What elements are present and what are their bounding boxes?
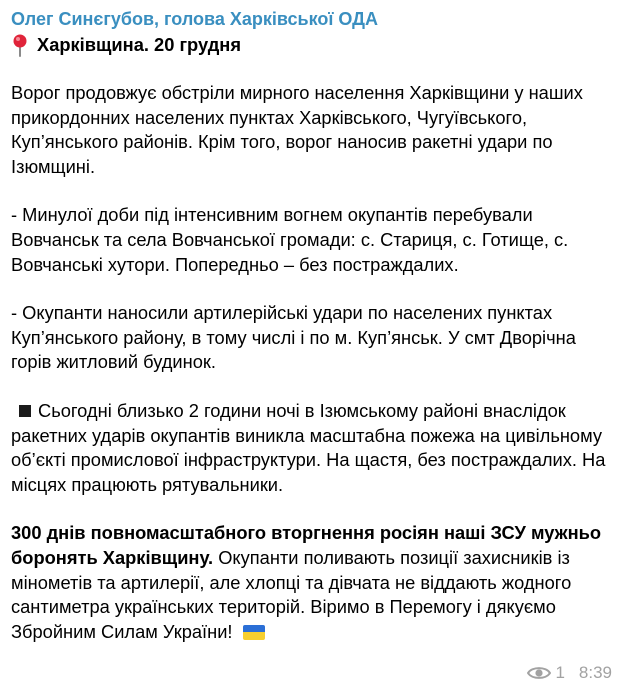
paragraph-4-text: Сьогодні близько 2 години ночі в Ізюмському районі внаслідок ракетних ударів окупантів виникла масштабна пожежа на цивільному об’єкті промислової інфраструктури. На щастя, без постраждалих. На місцях працюють рятувальники. [11, 399, 606, 495]
paragraph-4 [11, 399, 612, 497]
ukraine-flag-icon [243, 625, 265, 640]
paragraph-2: - Минулої доби під інтенсивним вогнем окупантів перебували Вовчанськ та села Вовчанської громади: с. Стариця, с. Готище, с. Вовчанські хутори. Попередньо – без постраждалих. [11, 204, 569, 275]
black-square-icon [19, 405, 31, 417]
pushpin-icon [11, 33, 31, 57]
sender-name[interactable]: Олег Синєгубов, голова Харківської ОДА [11, 9, 379, 29]
message-heading [11, 32, 612, 57]
final-bold-text: 300 днів повномасштабного вторгнення росіян наші ЗСУ мужньо боронять Харківщину. [11, 522, 602, 568]
view-count: 1 [555, 663, 565, 682]
paragraph-1: Ворог продовжує обстріли мирного населення Харківщини у наших прикордонних населених пунктах Харківського, Чугуївського, Куп’янського районів. Крім того, ворог наносив ракетні удари по Ізюмщині. [11, 82, 583, 177]
paragraph-3: - Окупанти наносили артилерійські удари по населених пунктах Куп’янського району, в тому числі і по м. Куп’янськ. У смт Дворічна горів житловий будинок. [11, 302, 576, 373]
paragraph-final [11, 521, 612, 644]
eye-icon [527, 665, 551, 681]
heading-text: Харківщина. 20 грудня [37, 34, 242, 55]
final-rest-text: Окупанти поливають позиції захисників із мінометів та артилерії, але хлопці та дівчата не віддають жодного сантиметра українських територій. Віримо в Перемогу і дякуємо Збройним Силам України! [11, 546, 572, 642]
message-meta [527, 663, 612, 683]
message-time: 8:39 [578, 663, 612, 682]
